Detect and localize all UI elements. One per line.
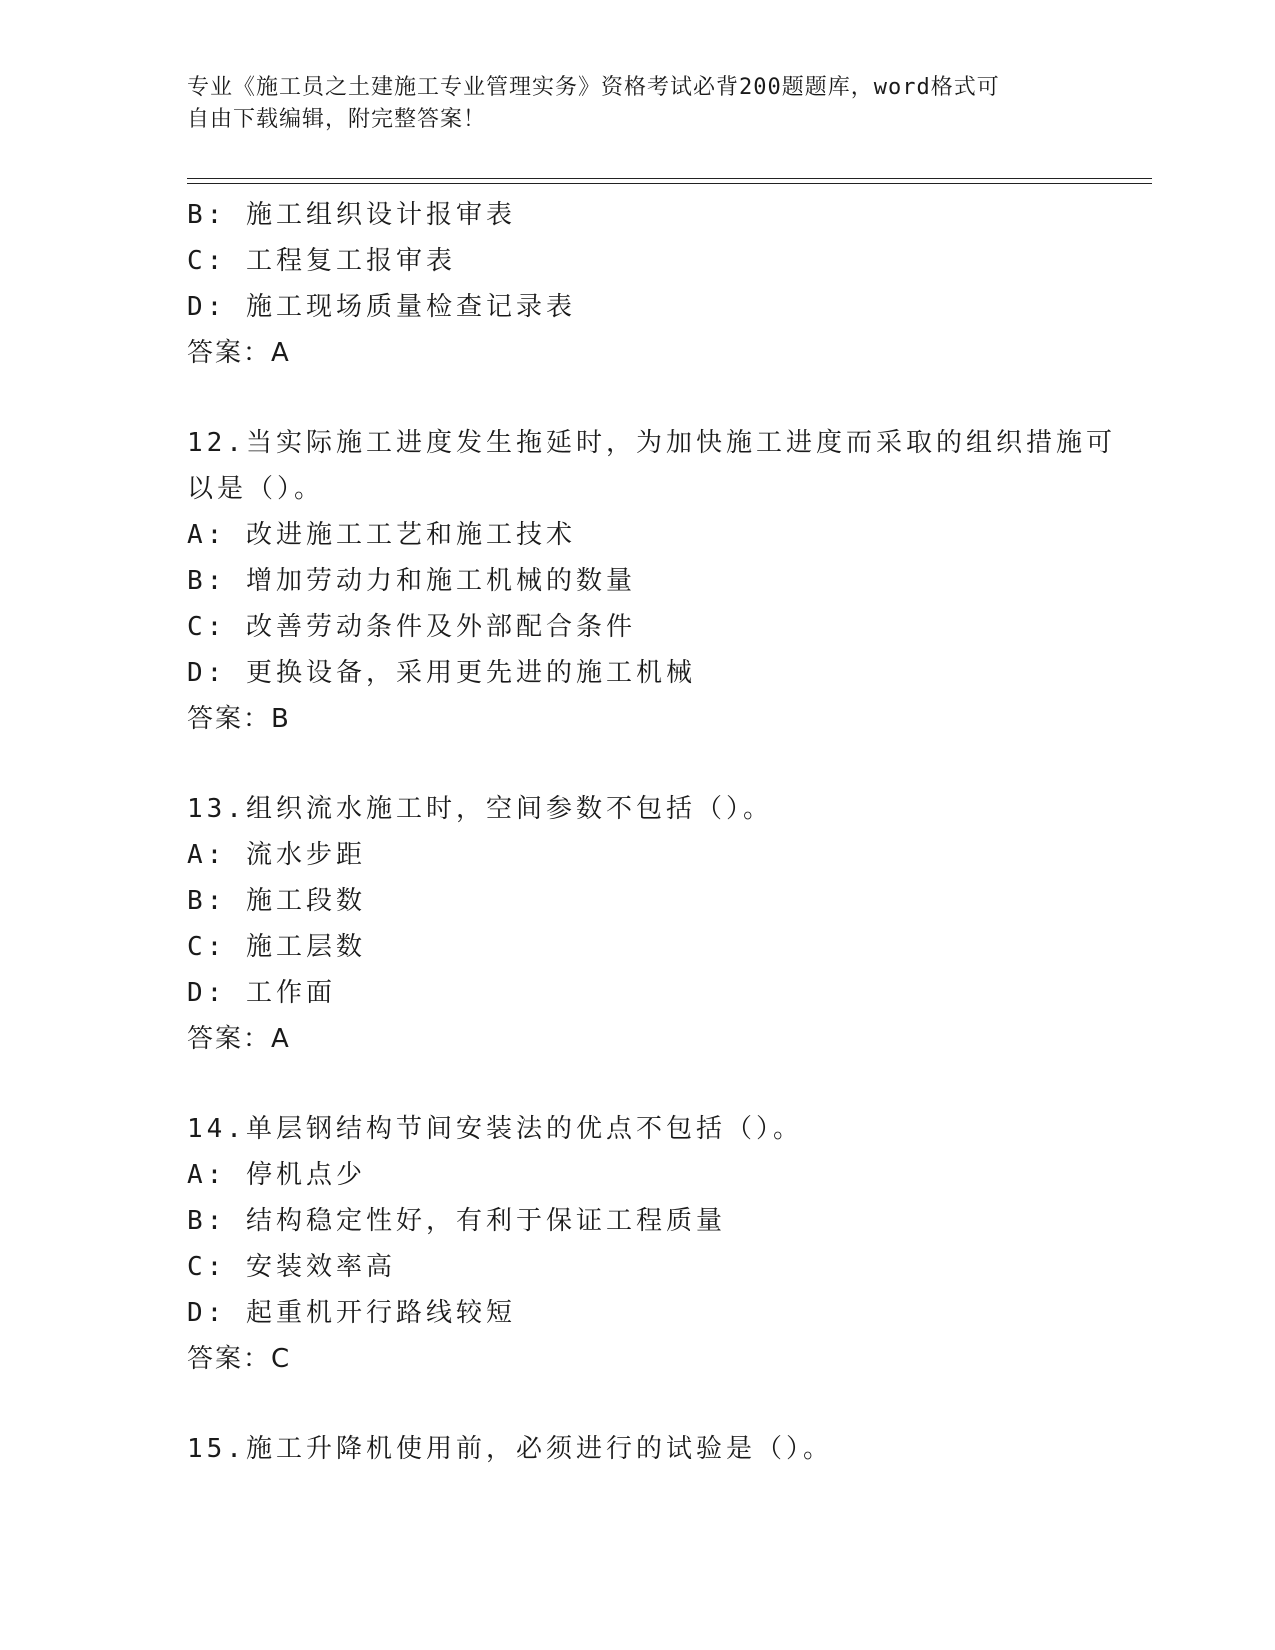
option-c: C: 安装效率高	[187, 1252, 396, 1282]
header-line-2: 自由下载编辑，附完整答案！	[187, 107, 487, 132]
option-b: B: 结构稳定性好，有利于保证工程质量	[187, 1206, 726, 1236]
question-stem: 15.施工升降机使用前，必须进行的试验是（）。	[187, 1434, 833, 1464]
option-d: D: 施工现场质量检查记录表	[187, 292, 576, 322]
question-stem: 12.当实际施工进度发生拖延时，为加快施工进度而采取的组织措施可	[187, 428, 1116, 458]
option-d: D: 工作面	[187, 978, 336, 1008]
answer-line: 答案：C	[187, 1344, 292, 1374]
header-line-1: 专业《施工员之土建施工专业管理实务》资格考试必背200题题库，word格式可	[187, 75, 1000, 100]
option-d: D: 起重机开行路线较短	[187, 1298, 516, 1328]
option-b: B: 施工组织设计报审表	[187, 200, 516, 230]
option-b: B: 增加劳动力和施工机械的数量	[187, 566, 636, 596]
answer-line: 答案：B	[187, 704, 291, 734]
option-c: C: 改善劳动条件及外部配合条件	[187, 612, 636, 642]
answer-line: 答案：A	[187, 338, 291, 368]
option-d: D: 更换设备，采用更先进的施工机械	[187, 658, 696, 688]
option-a: A: 停机点少	[187, 1160, 366, 1190]
header-divider-bottom	[187, 183, 1152, 184]
header-divider-top	[187, 178, 1152, 179]
option-c: C: 工程复工报审表	[187, 246, 456, 276]
question-list	[187, 192, 1116, 1472]
answer-line: 答案：A	[187, 1024, 291, 1054]
document-header	[187, 72, 1087, 136]
option-a: A: 流水步距	[187, 840, 366, 870]
question-stem: 13.组织流水施工时，空间参数不包括（）。	[187, 794, 773, 824]
question-stem-continued: 以是（）。	[187, 474, 325, 504]
option-c: C: 施工层数	[187, 932, 366, 962]
question-stem: 14.单层钢结构节间安装法的优点不包括（）。	[187, 1114, 803, 1144]
option-b: B: 施工段数	[187, 886, 366, 916]
option-a: A: 改进施工工艺和施工技术	[187, 520, 576, 550]
